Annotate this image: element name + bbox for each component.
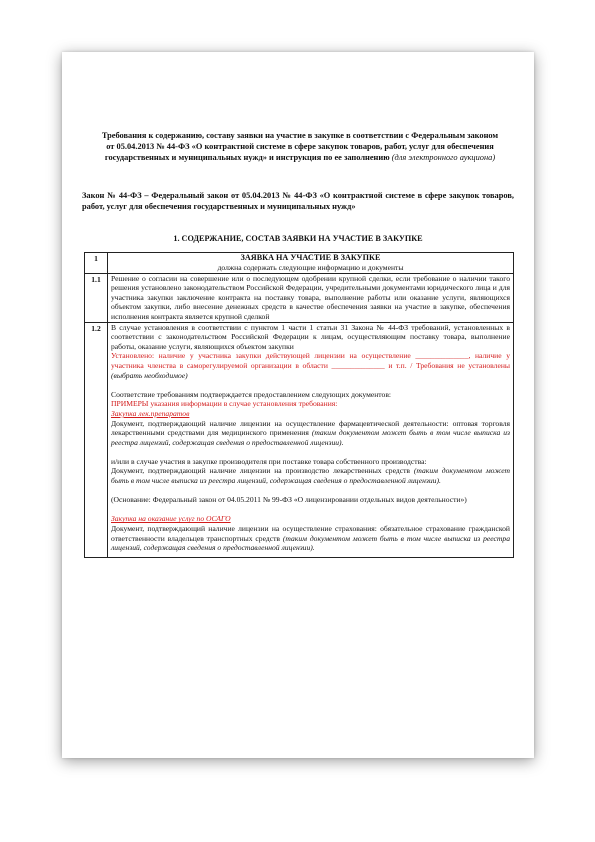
table-header-row <box>85 253 514 274</box>
row-intro: В случае установления в соответствии с пунктом 1 части 1 статьи 31 Закона № 44-ФЗ требований, установленных в соответствии с законодательством Российской Федерации к лицам, осуществляющим поставку товара, выполнение работы, оказание услуги, являющихся объектом закупки <box>111 322 510 351</box>
document-title <box>100 130 500 163</box>
manufacturer-intro: и/или в случае участия в закупке производителя при поставке товара собственного производства: <box>111 456 427 466</box>
documents-intro: Соответствие требованиям подтверждается предоставлением следующих документов: <box>111 389 392 399</box>
header-subtitle: должна содержать следующие информацию и документы <box>217 263 404 272</box>
manufacturer-note: (таким документом может быть в том числе выписка из реестра лицензий, содержащая сведения о предоставленной лицензии). <box>111 466 510 486</box>
document-page <box>62 52 534 758</box>
requirements-table <box>84 252 514 558</box>
document-content <box>62 52 534 758</box>
header-cell <box>108 253 514 274</box>
manufacturer-text: Документ, подтверждающий наличие лицензии на производство лекарственных средств <box>111 466 411 476</box>
title-main: Требования к содержанию, составу заявки на участие в закупке в соответствии с Федеральным законом от 05.04.2013 № 44-ФЗ «О контрактной системе в сфере закупок товаров, работ, услуг для обеспечения государственных и муниципальных нужд» и инструкция по ее заполнению <box>101 131 499 162</box>
example-drugs-title: Закупка лек.препаратов <box>111 408 190 418</box>
law-reference: Закон № 44-ФЗ – Федеральный закон от 05.04.2013 № 44-ФЗ «О контрактной системе в сфере закупок товаров, работ, услуг для обеспечения государственных и муниципальных нужд» <box>82 191 514 211</box>
example-osago-text: Документ, подтверждающий наличие лицензии на осуществление страхования: обязательное страхование гражданской ответственности владельцев транспортных средств <box>111 524 510 543</box>
license-requirement-text: Установлено: наличие у участника закупки действующей лицензии на осуществление ______________, наличие у участника членства в саморегулируемой организации в области ______________ и т.п. / Требования не установлены <box>111 351 510 370</box>
row-number: 1.2 <box>85 322 108 557</box>
example-osago-title: Закупка на оказание услуг по ОСАГО <box>111 514 231 524</box>
table-row <box>85 273 514 322</box>
example-drugs-text: Документ, подтверждающий наличие лицензии на осуществление фармацевтической деятельности: оптовая торговля лекарственными средствами для медицинского применения <box>111 418 510 438</box>
row-content <box>108 322 514 557</box>
header-title: ЗАЯВКА НА УЧАСТИЕ В ЗАКУПКЕ <box>240 253 381 262</box>
row-number: 1.1 <box>85 273 108 322</box>
table-row <box>85 322 514 557</box>
example-osago-note: (таким документом может быть в том числе выписка из реестра лицензий, содержащая сведения о предоставленной лицензии). <box>111 533 510 553</box>
section-heading: 1. СОДЕРЖАНИЕ, СОСТАВ ЗАЯВКИ НА УЧАСТИЕ В ЗАКУПКЕ <box>173 234 423 243</box>
choose-note: (выбрать необходимое) <box>111 370 188 380</box>
title-note: (для электронного аукциона) <box>391 153 496 162</box>
row-text: Решение о согласии на совершение или о последующем одобрении крупной сделки, если требование о наличии такого решения установлено законодательством Российской Федерации, учредительными документами юридического лица и для участника закупки заключение контракта на поставку товара, выполнение работы или оказание услуги, являющихся объектом закупки, либо внесение денежных средств в качестве обеспечения заявки на участие в закупке, обеспечения исполнения контракта является крупной сделкой <box>108 273 514 322</box>
examples-heading: ПРИМЕРЫ указания информации в случае установления требования: <box>111 399 338 409</box>
example-drugs-note: (таким документом может быть в том числе выписка из реестра лицензий, содержащая сведения о предоставленной лицензии). <box>111 428 510 447</box>
header-number: 1 <box>85 253 108 274</box>
legal-basis: (Основание: Федеральный закон от 04.05.2011 № 99-ФЗ «О лицензировании отдельных видов деятельности») <box>111 495 467 505</box>
